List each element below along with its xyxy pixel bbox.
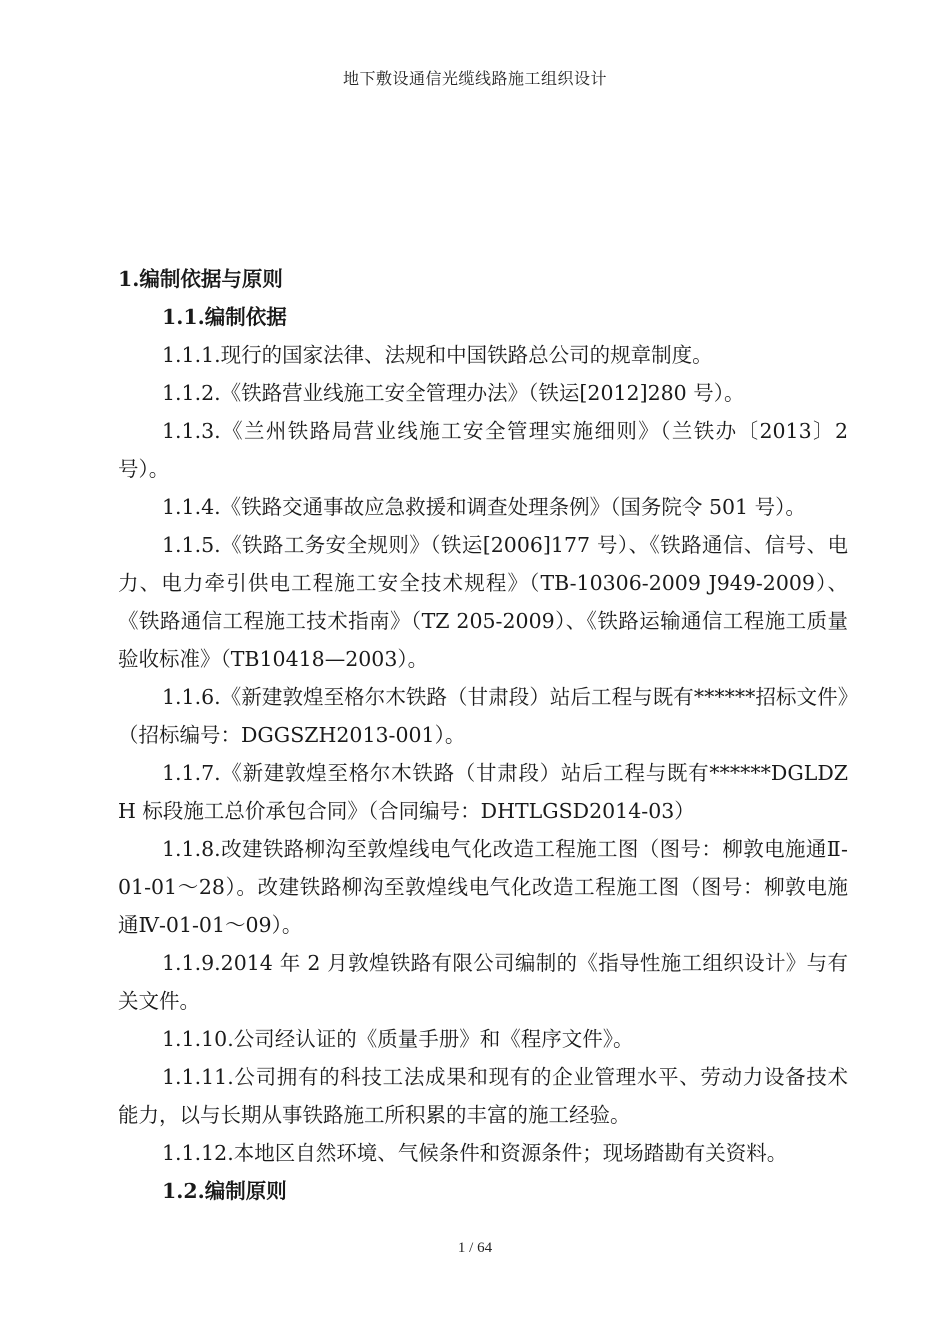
paragraph-1-1-5: 1.1.5.《铁路工务安全规则》（铁运[2006]177 号）、《铁路通信、信号、电力、电力牵引供电工程施工安全技术规程》（TB-10306-2009 J949-2009）、《铁路通信工程施工技术指南》（TZ 205-2009）、《铁路运输通信工程施工质量验收标准》（TB10418—2003）。 bbox=[118, 533, 848, 671]
paragraph-1-1-3: 1.1.3.《兰州铁路局营业线施工安全管理实施细则》（兰铁办〔2013〕2 号）。 bbox=[118, 419, 848, 481]
page-header: 地下敷设通信光缆线路施工组织设计 bbox=[342, 69, 607, 88]
paragraph-1-1-10: 1.1.10.公司经认证的《质量手册》和《程序文件》。 bbox=[162, 1027, 634, 1051]
paragraph-1-1-7: 1.1.7.《新建敦煌至格尔木铁路（甘肃段）站后工程与既有******DGLDZH 标段施工总价承包合同》（合同编号：DHTLGSD2014-03） bbox=[118, 761, 848, 823]
paragraph-1-1-6: 1.1.6.《新建敦煌至格尔木铁路（甘肃段）站后工程与既有******招标文件》（招标编号：DGGSZH2013-001）。 bbox=[118, 685, 848, 747]
paragraph-1-1-11: 1.1.11.公司拥有的科技工法成果和现有的企业管理水平、劳动力设备技术能力，以与长期从事铁路施工所积累的丰富的施工经验。 bbox=[118, 1065, 848, 1127]
subsection-heading-1-1: 1.1.编制依据 bbox=[162, 305, 287, 329]
paragraph-1-1-2: 1.1.2.《铁路营业线施工安全管理办法》（铁运[2012]280 号）。 bbox=[162, 381, 745, 405]
paragraph-1-1-1: 1.1.1.现行的国家法律、法规和中国铁路总公司的规章制度。 bbox=[162, 343, 713, 367]
paragraph-1-1-4: 1.1.4.《铁路交通事故应急救援和调查处理条例》（国务院令 501 号）。 bbox=[162, 495, 806, 519]
subsection-heading-1-2: 1.2.编制原则 bbox=[162, 1179, 287, 1203]
paragraph-1-1-12: 1.1.12.本地区自然环境、气候条件和资源条件；现场踏勘有关资料。 bbox=[162, 1141, 788, 1165]
document-body bbox=[118, 260, 848, 1210]
paragraph-1-1-8: 1.1.8.改建铁路柳沟至敦煌线电气化改造工程施工图（图号：柳敦电施通Ⅱ-01-01～28）。改建铁路柳沟至敦煌线电气化改造工程施工图（图号：柳敦电施通Ⅳ-01-01～09）。 bbox=[118, 837, 848, 937]
paragraph-1-1-9: 1.1.9.2014 年 2 月敦煌铁路有限公司编制的《指导性施工组织设计》与有关文件。 bbox=[118, 951, 848, 1013]
section-heading-1: 1.编制依据与原则 bbox=[118, 267, 283, 291]
page-number: 1 / 64 bbox=[457, 1240, 493, 1256]
